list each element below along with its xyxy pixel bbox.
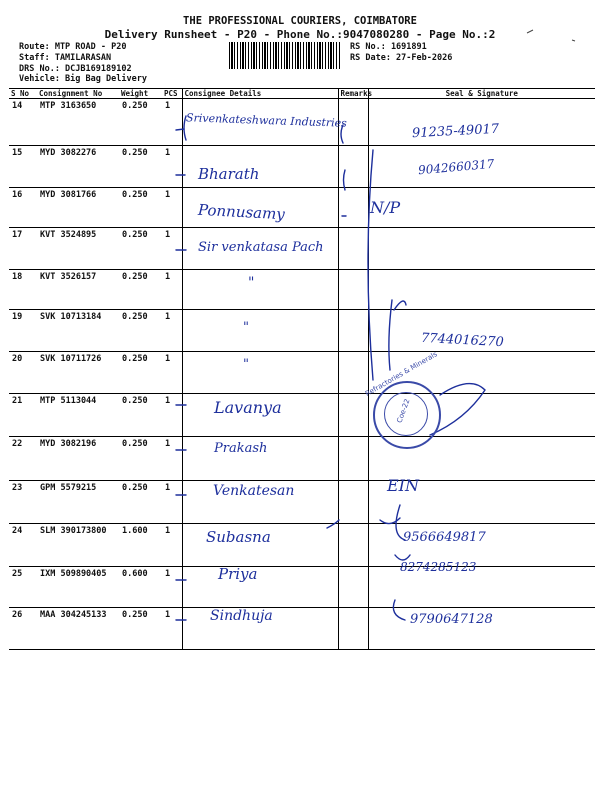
staff-label: Staff: TAMILARASAN: [19, 53, 112, 63]
consignee-hw-23: Venkatesan: [213, 483, 295, 499]
col-weight: Weight: [119, 89, 162, 99]
cell-weight: 0.250: [119, 437, 162, 481]
cell-sno: 19: [9, 310, 37, 352]
consignee-hw-24: Subasna: [206, 528, 271, 546]
cell-consignment: KVT 3524895: [37, 228, 119, 270]
cell-consignment: MYD 3081766: [37, 188, 119, 228]
cell-weight: 0.250: [119, 270, 162, 310]
company-title: THE PROFESSIONAL COURIERS, COIMBATORE: [183, 15, 417, 27]
cell-consignment: SVK 10713184: [37, 310, 119, 352]
cell-sno: 22: [9, 437, 37, 481]
cell-consignment: GPM 5579215: [37, 481, 119, 524]
drs-label: DRS No.: DCJB169189102: [19, 64, 132, 74]
col-signature: Seal & Signature: [368, 89, 595, 99]
consignee-hw-15: Bharath: [198, 165, 260, 183]
vehicle-label: Vehicle: Big Bag Delivery: [19, 74, 147, 84]
cell-consignment: MYD 3082196: [37, 437, 119, 481]
cell-consignment: SLM 390173800: [37, 524, 119, 567]
consignee-hw-25: Priya: [218, 565, 258, 583]
cell-weight: 0.250: [119, 352, 162, 394]
cell-sno: 24: [9, 524, 37, 567]
cell-consignment: MYD 3082276: [37, 146, 119, 188]
consignee-hw-22: Prakash: [214, 441, 268, 456]
cell-consignment: MTP 5113044: [37, 394, 119, 437]
cell-consignment: IXM 509890405: [37, 567, 119, 608]
runsheet-subtitle: Delivery Runsheet - P20 - Phone No.:9047080280 - Page No.:2: [104, 28, 496, 41]
consignee-hw-16: Ponnusamy: [197, 200, 286, 224]
cell-sno: 26: [9, 608, 37, 650]
signature-hw-16: N/P: [370, 198, 401, 217]
cell-weight: 0.250: [119, 99, 162, 146]
cell-sno: 14: [9, 99, 37, 146]
cell-sno: 16: [9, 188, 37, 228]
cell-weight: 0.250: [119, 394, 162, 437]
cell-sno: 17: [9, 228, 37, 270]
signature-hw-19: 7744016270: [420, 330, 505, 351]
cell-weight: 0.600: [119, 567, 162, 608]
cell-weight: 0.250: [119, 310, 162, 352]
col-remarks: Remarks: [338, 89, 368, 99]
rs-date: RS Date: 27-Feb-2026: [350, 53, 453, 63]
cell-sno: 21: [9, 394, 37, 437]
cell-sno: 18: [9, 270, 37, 310]
cell-sno: 25: [9, 567, 37, 608]
cell-consignment: SVK 10711726: [37, 352, 119, 394]
cell-pcs: 1: [162, 608, 182, 650]
cell-pcs: 1: [162, 352, 182, 394]
consignee-hw-21: Lavanya: [214, 398, 282, 417]
cell-pcs: 1: [162, 567, 182, 608]
company-seal: [373, 381, 441, 449]
signature-hw-25: 8274285123: [400, 560, 477, 574]
cell-consignment: KVT 3526157: [37, 270, 119, 310]
col-consignee: Consignee Details: [182, 89, 338, 99]
cell-pcs: 1: [162, 524, 182, 567]
cell-pcs: 1: [162, 481, 182, 524]
rs-number: RS No.: 1691891: [350, 42, 427, 52]
consignee-hw-18: ": [248, 275, 255, 291]
cell-pcs: 1: [162, 188, 182, 228]
consignee-hw-19: ": [243, 320, 249, 335]
cell-weight: 1.600: [119, 524, 162, 567]
cell-pcs: 1: [162, 270, 182, 310]
signature-hw-23: EIN: [387, 476, 419, 495]
cell-sno: 15: [9, 146, 37, 188]
seal-ring-text: Refractories & Minerals: [364, 350, 439, 398]
cell-consignment: MTP 3163650: [37, 99, 119, 146]
consignee-hw-17: Sir venkatasa Pach: [198, 240, 324, 255]
signature-hw-14: 91235-49017: [411, 121, 500, 142]
col-sno: S No: [9, 89, 37, 99]
cell-sno: 23: [9, 481, 37, 524]
col-pcs: PCS: [162, 89, 182, 99]
cell-pcs: 1: [162, 99, 182, 146]
cell-pcs: 1: [162, 146, 182, 188]
cell-weight: 0.250: [119, 188, 162, 228]
cell-weight: 0.250: [119, 608, 162, 650]
cell-consignment: MAA 304245133: [37, 608, 119, 650]
cell-pcs: 1: [162, 437, 182, 481]
consignee-hw-20: ": [243, 357, 249, 372]
cell-weight: 0.250: [119, 481, 162, 524]
col-consignment: Consignment No: [37, 89, 119, 99]
signature-hw-24: 9566649817: [403, 530, 486, 545]
signature-hw-15: 9042660317: [417, 156, 495, 178]
consignee-hw-14: Srivenkateshwara Industries: [185, 111, 348, 130]
route-label: Route: MTP ROAD - P20: [19, 42, 127, 52]
cell-pcs: 1: [162, 394, 182, 437]
cell-weight: 0.250: [119, 146, 162, 188]
cell-weight: 0.250: [119, 228, 162, 270]
signature-hw-26: 9790647128: [410, 612, 493, 627]
consignee-hw-26: Sindhuja: [210, 608, 273, 624]
cell-sno: 20: [9, 352, 37, 394]
company-seal-text: Coe-22: [395, 397, 412, 425]
cell-pcs: 1: [162, 310, 182, 352]
cell-pcs: 1: [162, 228, 182, 270]
